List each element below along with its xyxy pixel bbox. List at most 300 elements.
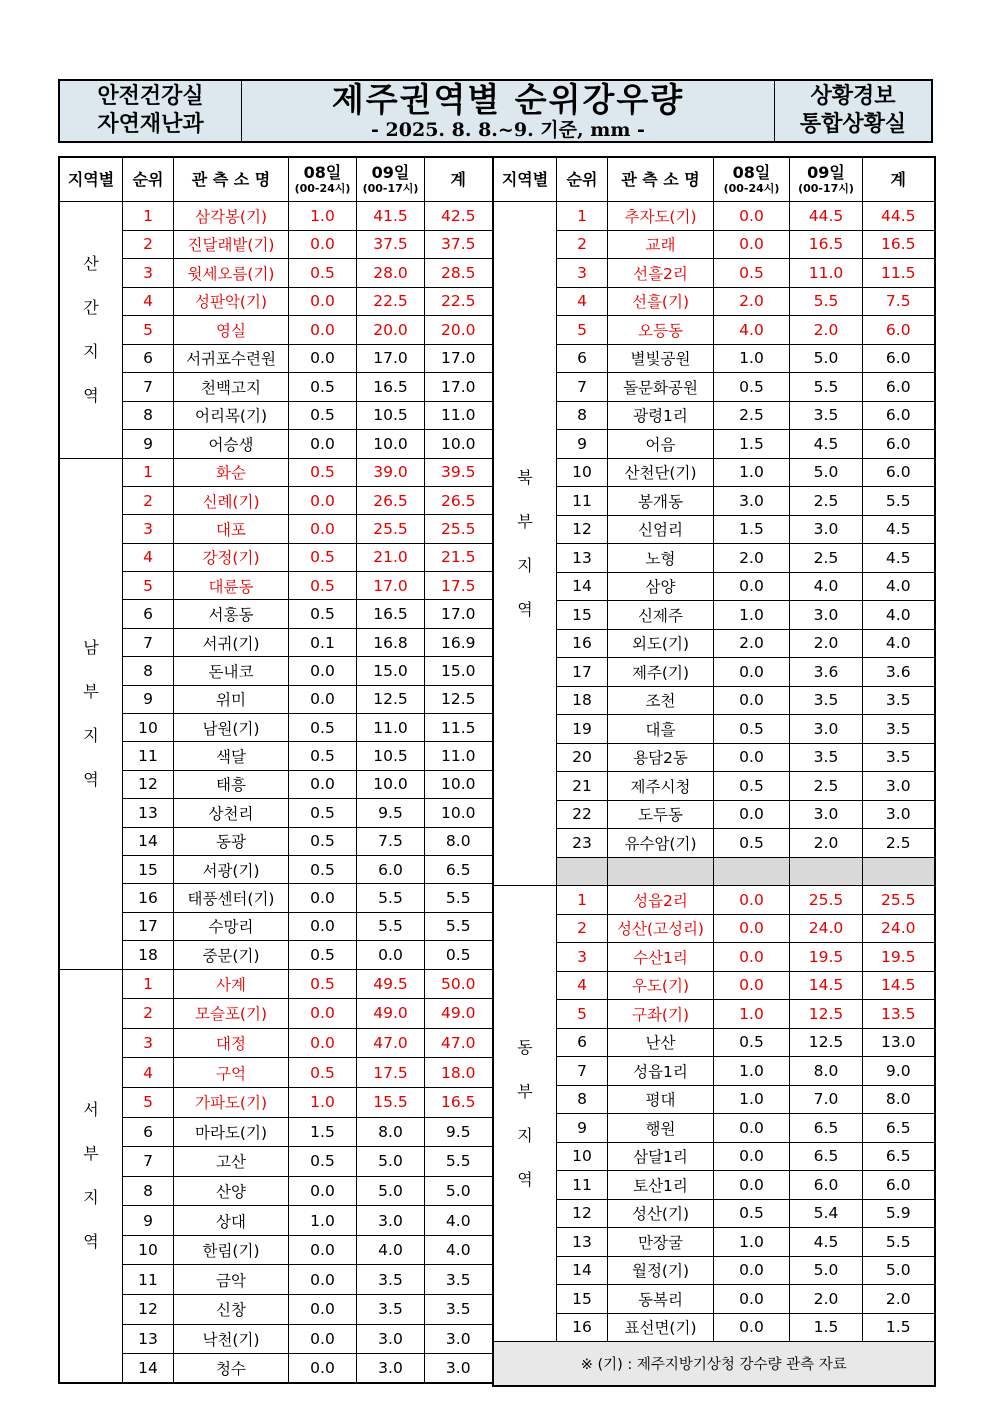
total-value: 49.0 <box>425 999 493 1029</box>
column-day1 <box>714 157 790 202</box>
station-name: 교래 <box>608 230 714 259</box>
station-name: 외도(기) <box>608 629 714 658</box>
rank-cell: 4 <box>123 543 174 571</box>
day1-value: 1.5 <box>714 515 790 544</box>
total-value: 17.5 <box>425 572 493 600</box>
rank-cell: 1 <box>123 202 174 231</box>
table-row <box>493 1171 935 1200</box>
table-row <box>59 515 493 543</box>
total-value: 50.0 <box>425 969 493 999</box>
station-name: 성읍2리 <box>608 886 714 915</box>
day1-value: 0.0 <box>289 912 357 940</box>
day2-value: 5.0 <box>790 458 863 487</box>
table-row <box>59 1087 493 1117</box>
station-name: 수망리 <box>174 912 289 940</box>
total-value: 44.5 <box>863 202 935 231</box>
day1-value: 0.0 <box>289 316 357 345</box>
table-row <box>59 685 493 713</box>
total-value: 3.0 <box>425 1354 493 1384</box>
day1-value: 0.0 <box>289 884 357 912</box>
office-line2: 통합상황실 <box>799 112 907 137</box>
total-value: 5.5 <box>425 1147 493 1177</box>
table-row <box>59 827 493 855</box>
total-value: 25.5 <box>863 886 935 915</box>
blank-cell <box>863 857 935 886</box>
rank-cell: 3 <box>123 259 174 288</box>
station-name: 서홍동 <box>174 600 289 628</box>
total-value: 3.5 <box>863 743 935 772</box>
day1-value: 0.0 <box>714 1256 790 1285</box>
rank-cell: 3 <box>123 515 174 543</box>
station-name: 진달래밭(기) <box>174 230 289 259</box>
table-row <box>493 458 935 487</box>
total-value: 11.5 <box>863 259 935 288</box>
total-value: 15.0 <box>425 657 493 685</box>
table-row <box>59 430 493 459</box>
total-value: 11.5 <box>425 714 493 742</box>
rank-cell: 16 <box>557 629 608 658</box>
rank-cell: 13 <box>123 799 174 827</box>
day2-value: 16.5 <box>357 373 425 402</box>
rank-cell: 6 <box>123 1117 174 1147</box>
day2-value: 3.0 <box>357 1324 425 1354</box>
station-name: 색달 <box>174 742 289 770</box>
total-value: 16.9 <box>425 628 493 656</box>
station-name: 월정(기) <box>608 1256 714 1285</box>
day1-value: 0.0 <box>289 1295 357 1325</box>
day2-value: 47.0 <box>357 1028 425 1058</box>
day1-value: 0.5 <box>289 600 357 628</box>
day1-value: 1.0 <box>714 458 790 487</box>
rank-cell: 2 <box>123 486 174 514</box>
day1-value: 0.5 <box>289 1058 357 1088</box>
table-row <box>59 230 493 259</box>
title-box <box>242 81 775 141</box>
station-name: 성산(고성리) <box>608 914 714 943</box>
day2-value: 3.5 <box>790 743 863 772</box>
day1-value: 0.5 <box>714 715 790 744</box>
column-total: 계 <box>863 157 935 202</box>
total-value: 6.0 <box>863 1171 935 1200</box>
department-box <box>60 81 242 141</box>
rank-cell: 9 <box>557 1114 608 1143</box>
total-value: 5.5 <box>863 487 935 516</box>
station-name: 제주(기) <box>608 658 714 687</box>
station-name: 천백고지 <box>174 373 289 402</box>
column-day1-range: (00-24시) <box>294 182 351 195</box>
total-value: 6.0 <box>863 401 935 430</box>
total-value: 8.0 <box>425 827 493 855</box>
column-day1-label: 08일 <box>732 163 771 182</box>
station-name: 낙천(기) <box>174 1324 289 1354</box>
table-row <box>493 344 935 373</box>
day2-value: 4.0 <box>790 572 863 601</box>
day2-value: 37.5 <box>357 230 425 259</box>
total-value: 6.5 <box>863 1114 935 1143</box>
day2-value: 26.5 <box>357 486 425 514</box>
station-name: 노형 <box>608 544 714 573</box>
total-value: 2.0 <box>863 1285 935 1314</box>
total-value: 21.5 <box>425 543 493 571</box>
total-value: 12.5 <box>425 685 493 713</box>
station-name: 봉개동 <box>608 487 714 516</box>
station-name: 화순 <box>174 458 289 486</box>
table-row <box>493 1028 935 1057</box>
column-day1-range: (00-24시) <box>723 182 780 195</box>
rank-cell: 14 <box>557 572 608 601</box>
day2-value: 8.0 <box>357 1117 425 1147</box>
day2-value: 10.5 <box>357 742 425 770</box>
day1-value: 0.0 <box>714 1114 790 1143</box>
rank-cell: 3 <box>557 943 608 972</box>
day2-value: 3.5 <box>357 1295 425 1325</box>
table-row <box>59 1235 493 1265</box>
day2-value: 16.8 <box>357 628 425 656</box>
table-row <box>493 1199 935 1228</box>
table-row <box>493 1256 935 1285</box>
total-value: 3.5 <box>425 1295 493 1325</box>
column-day1-label: 08일 <box>303 163 342 182</box>
day2-value: 4.5 <box>790 430 863 459</box>
day1-value: 2.5 <box>714 401 790 430</box>
rank-cell: 22 <box>557 800 608 829</box>
day1-value: 0.0 <box>289 1324 357 1354</box>
table-row <box>493 772 935 801</box>
total-value: 13.5 <box>863 1000 935 1029</box>
table-row <box>59 202 493 231</box>
table-row <box>493 287 935 316</box>
total-value: 14.5 <box>863 971 935 1000</box>
day2-value: 10.5 <box>357 401 425 430</box>
station-name: 구억 <box>174 1058 289 1088</box>
rank-cell: 5 <box>123 572 174 600</box>
day1-value: 0.0 <box>714 658 790 687</box>
day2-value: 5.5 <box>790 287 863 316</box>
rank-cell: 8 <box>557 1085 608 1114</box>
day1-value: 0.5 <box>714 1199 790 1228</box>
rank-cell: 6 <box>123 600 174 628</box>
day2-value: 15.0 <box>357 657 425 685</box>
day2-value: 10.0 <box>357 770 425 798</box>
day1-value: 3.0 <box>714 487 790 516</box>
station-name: 동광 <box>174 827 289 855</box>
station-name: 성읍1리 <box>608 1057 714 1086</box>
station-name: 조천 <box>608 686 714 715</box>
total-value: 5.0 <box>863 1256 935 1285</box>
rank-cell: 1 <box>557 202 608 231</box>
station-name: 대흘 <box>608 715 714 744</box>
total-value: 17.0 <box>425 600 493 628</box>
table-row <box>59 401 493 430</box>
table-row <box>59 999 493 1029</box>
day2-value: 2.5 <box>790 487 863 516</box>
day1-value: 1.0 <box>714 601 790 630</box>
footnote-row <box>493 1342 935 1386</box>
table-row <box>59 714 493 742</box>
table-row <box>493 373 935 402</box>
rank-cell: 12 <box>123 1295 174 1325</box>
rank-cell: 10 <box>557 1142 608 1171</box>
column-total: 계 <box>425 157 493 202</box>
rank-cell: 5 <box>123 316 174 345</box>
station-name: 수산1리 <box>608 943 714 972</box>
column-day2 <box>357 157 425 202</box>
day1-value: 0.5 <box>714 373 790 402</box>
total-value: 7.5 <box>863 287 935 316</box>
rank-cell: 12 <box>123 770 174 798</box>
day1-value: 0.5 <box>289 941 357 969</box>
day2-value: 3.0 <box>357 1354 425 1384</box>
station-name: 가파도(기) <box>174 1087 289 1117</box>
day1-value: 0.5 <box>289 373 357 402</box>
day2-value: 17.0 <box>357 572 425 600</box>
total-value: 17.0 <box>425 344 493 373</box>
day2-value: 2.0 <box>790 829 863 858</box>
day1-value: 0.0 <box>714 686 790 715</box>
total-value: 3.0 <box>863 800 935 829</box>
total-value: 2.5 <box>863 829 935 858</box>
right-rainfall-table <box>492 156 936 1387</box>
blank-cell <box>557 857 608 886</box>
day2-value: 17.0 <box>357 344 425 373</box>
station-name: 태흥 <box>174 770 289 798</box>
footnote: ※ (기) : 제주지방기상청 강수량 관측 자료 <box>493 1342 935 1386</box>
station-name: 유수암(기) <box>608 829 714 858</box>
table-row <box>493 572 935 601</box>
rank-cell: 4 <box>123 287 174 316</box>
day2-value: 6.5 <box>790 1142 863 1171</box>
day1-value: 0.0 <box>289 430 357 459</box>
table-row <box>59 855 493 883</box>
rank-cell: 20 <box>557 743 608 772</box>
station-name: 청수 <box>174 1354 289 1384</box>
table-row <box>493 715 935 744</box>
day2-value: 4.0 <box>357 1235 425 1265</box>
column-day2-label: 09일 <box>807 163 845 182</box>
column-station: 관 측 소 명 <box>174 157 289 202</box>
column-station: 관 측 소 명 <box>608 157 714 202</box>
day2-value: 2.5 <box>790 544 863 573</box>
total-value: 3.5 <box>863 686 935 715</box>
table-row <box>493 1285 935 1314</box>
total-value: 4.0 <box>863 629 935 658</box>
page-title: 제주권역별 순위강우량 <box>331 80 685 119</box>
left-rainfall-table <box>58 156 494 1384</box>
day1-value: 0.0 <box>289 344 357 373</box>
day2-value: 2.0 <box>790 1285 863 1314</box>
total-value: 6.0 <box>863 430 935 459</box>
table-row <box>493 1142 935 1171</box>
table-row <box>493 601 935 630</box>
station-name: 영실 <box>174 316 289 345</box>
day1-value: 0.0 <box>289 486 357 514</box>
table-row <box>59 1354 493 1384</box>
day1-value: 0.5 <box>289 543 357 571</box>
table-row <box>59 912 493 940</box>
column-region: 지역별 <box>493 157 557 202</box>
rank-cell: 3 <box>123 1028 174 1058</box>
total-value: 5.5 <box>425 912 493 940</box>
station-name: 금악 <box>174 1265 289 1295</box>
day1-value: 1.5 <box>714 430 790 459</box>
day1-value: 0.0 <box>289 770 357 798</box>
total-value: 37.5 <box>425 230 493 259</box>
station-name: 행원 <box>608 1114 714 1143</box>
total-value: 6.5 <box>425 855 493 883</box>
day1-value: 0.5 <box>714 829 790 858</box>
day2-value: 5.5 <box>790 373 863 402</box>
station-name: 난산 <box>608 1028 714 1057</box>
column-day2-range: (00-17시) <box>798 182 854 195</box>
day1-value: 0.0 <box>714 971 790 1000</box>
day1-value: 0.0 <box>714 1171 790 1200</box>
right-table-body <box>493 202 935 1386</box>
day2-value: 3.0 <box>790 601 863 630</box>
station-name: 삼각봉(기) <box>174 202 289 231</box>
day2-value: 3.0 <box>790 715 863 744</box>
table-row <box>59 657 493 685</box>
table-row <box>493 800 935 829</box>
station-name: 만장굴 <box>608 1228 714 1257</box>
total-value: 3.0 <box>425 1324 493 1354</box>
rank-cell: 6 <box>557 344 608 373</box>
rank-cell: 9 <box>123 1206 174 1236</box>
table-row <box>59 543 493 571</box>
station-name: 한림(기) <box>174 1235 289 1265</box>
rank-cell: 14 <box>123 1354 174 1384</box>
day1-value: 1.0 <box>289 1087 357 1117</box>
rank-cell: 15 <box>557 601 608 630</box>
total-value: 9.0 <box>863 1057 935 1086</box>
rank-cell: 14 <box>557 1256 608 1285</box>
station-name: 서귀포수련원 <box>174 344 289 373</box>
day1-value: 0.5 <box>289 1147 357 1177</box>
rank-cell: 15 <box>557 1285 608 1314</box>
station-name: 대륜동 <box>174 572 289 600</box>
total-value: 4.0 <box>863 572 935 601</box>
rank-cell: 9 <box>123 685 174 713</box>
rank-cell: 9 <box>123 430 174 459</box>
station-name: 토산1리 <box>608 1171 714 1200</box>
rank-cell: 11 <box>557 487 608 516</box>
table-row <box>493 316 935 345</box>
station-name: 마라도(기) <box>174 1117 289 1147</box>
report-header <box>58 79 933 143</box>
blank-cell <box>608 857 714 886</box>
table-row <box>493 202 935 231</box>
day1-value: 0.0 <box>289 657 357 685</box>
table-row <box>59 344 493 373</box>
total-value: 11.0 <box>425 742 493 770</box>
table-row <box>493 430 935 459</box>
station-name: 대포 <box>174 515 289 543</box>
table-row <box>493 230 935 259</box>
day1-value: 0.0 <box>289 1265 357 1295</box>
total-value: 22.5 <box>425 287 493 316</box>
station-name: 어승생 <box>174 430 289 459</box>
day2-value: 5.0 <box>357 1176 425 1206</box>
station-name: 어음 <box>608 430 714 459</box>
total-value: 5.9 <box>863 1199 935 1228</box>
station-name: 서광(기) <box>174 855 289 883</box>
total-value: 13.0 <box>863 1028 935 1057</box>
rank-cell: 4 <box>123 1058 174 1088</box>
day1-value: 1.0 <box>714 344 790 373</box>
table-row <box>59 770 493 798</box>
column-rank: 순위 <box>123 157 174 202</box>
station-name: 산천단(기) <box>608 458 714 487</box>
rank-cell: 10 <box>123 1235 174 1265</box>
day2-value: 3.5 <box>790 686 863 715</box>
table-row <box>493 914 935 943</box>
station-name: 윗세오름(기) <box>174 259 289 288</box>
table-row <box>59 884 493 912</box>
table-row <box>59 373 493 402</box>
department-line1: 안전건강실 <box>97 84 204 109</box>
day2-value: 21.0 <box>357 543 425 571</box>
total-value: 42.5 <box>425 202 493 231</box>
station-name: 강정(기) <box>174 543 289 571</box>
table-row <box>493 1057 935 1086</box>
day2-value: 14.5 <box>790 971 863 1000</box>
day2-value: 41.5 <box>357 202 425 231</box>
rank-cell: 1 <box>123 969 174 999</box>
rank-cell: 13 <box>557 544 608 573</box>
day2-value: 3.0 <box>790 515 863 544</box>
rank-cell: 13 <box>557 1228 608 1257</box>
station-name: 신례(기) <box>174 486 289 514</box>
total-value: 3.5 <box>863 715 935 744</box>
region-label: 서부지역 <box>59 969 123 1383</box>
rank-cell: 4 <box>557 287 608 316</box>
total-value: 25.5 <box>425 515 493 543</box>
table-row <box>59 1147 493 1177</box>
total-value: 1.5 <box>863 1313 935 1342</box>
total-value: 18.0 <box>425 1058 493 1088</box>
station-name: 돌문화공원 <box>608 373 714 402</box>
table-row <box>493 1085 935 1114</box>
day1-value: 1.0 <box>289 202 357 231</box>
day2-value: 22.5 <box>357 287 425 316</box>
total-value: 16.5 <box>863 230 935 259</box>
day2-value: 17.5 <box>357 1058 425 1088</box>
station-name: 상대 <box>174 1206 289 1236</box>
day1-value: 4.0 <box>714 316 790 345</box>
total-value: 3.5 <box>425 1265 493 1295</box>
total-value: 3.6 <box>863 658 935 687</box>
rank-cell: 18 <box>557 686 608 715</box>
rank-cell: 16 <box>557 1313 608 1342</box>
day2-value: 28.0 <box>357 259 425 288</box>
day1-value: 0.0 <box>714 1142 790 1171</box>
day1-value: 0.0 <box>289 287 357 316</box>
day2-value: 9.5 <box>357 799 425 827</box>
day2-value: 10.0 <box>357 430 425 459</box>
day2-value: 12.5 <box>357 685 425 713</box>
day1-value: 1.0 <box>289 1206 357 1236</box>
station-name: 남원(기) <box>174 714 289 742</box>
table-row <box>59 1206 493 1236</box>
total-value: 17.0 <box>425 373 493 402</box>
day1-value: 1.5 <box>289 1117 357 1147</box>
rank-cell: 2 <box>557 230 608 259</box>
rank-cell: 10 <box>123 714 174 742</box>
day2-value: 5.5 <box>357 912 425 940</box>
office-line1: 상황경보 <box>810 84 896 109</box>
total-value: 4.0 <box>425 1206 493 1236</box>
left-table-body <box>59 202 493 1384</box>
day2-value: 1.5 <box>790 1313 863 1342</box>
